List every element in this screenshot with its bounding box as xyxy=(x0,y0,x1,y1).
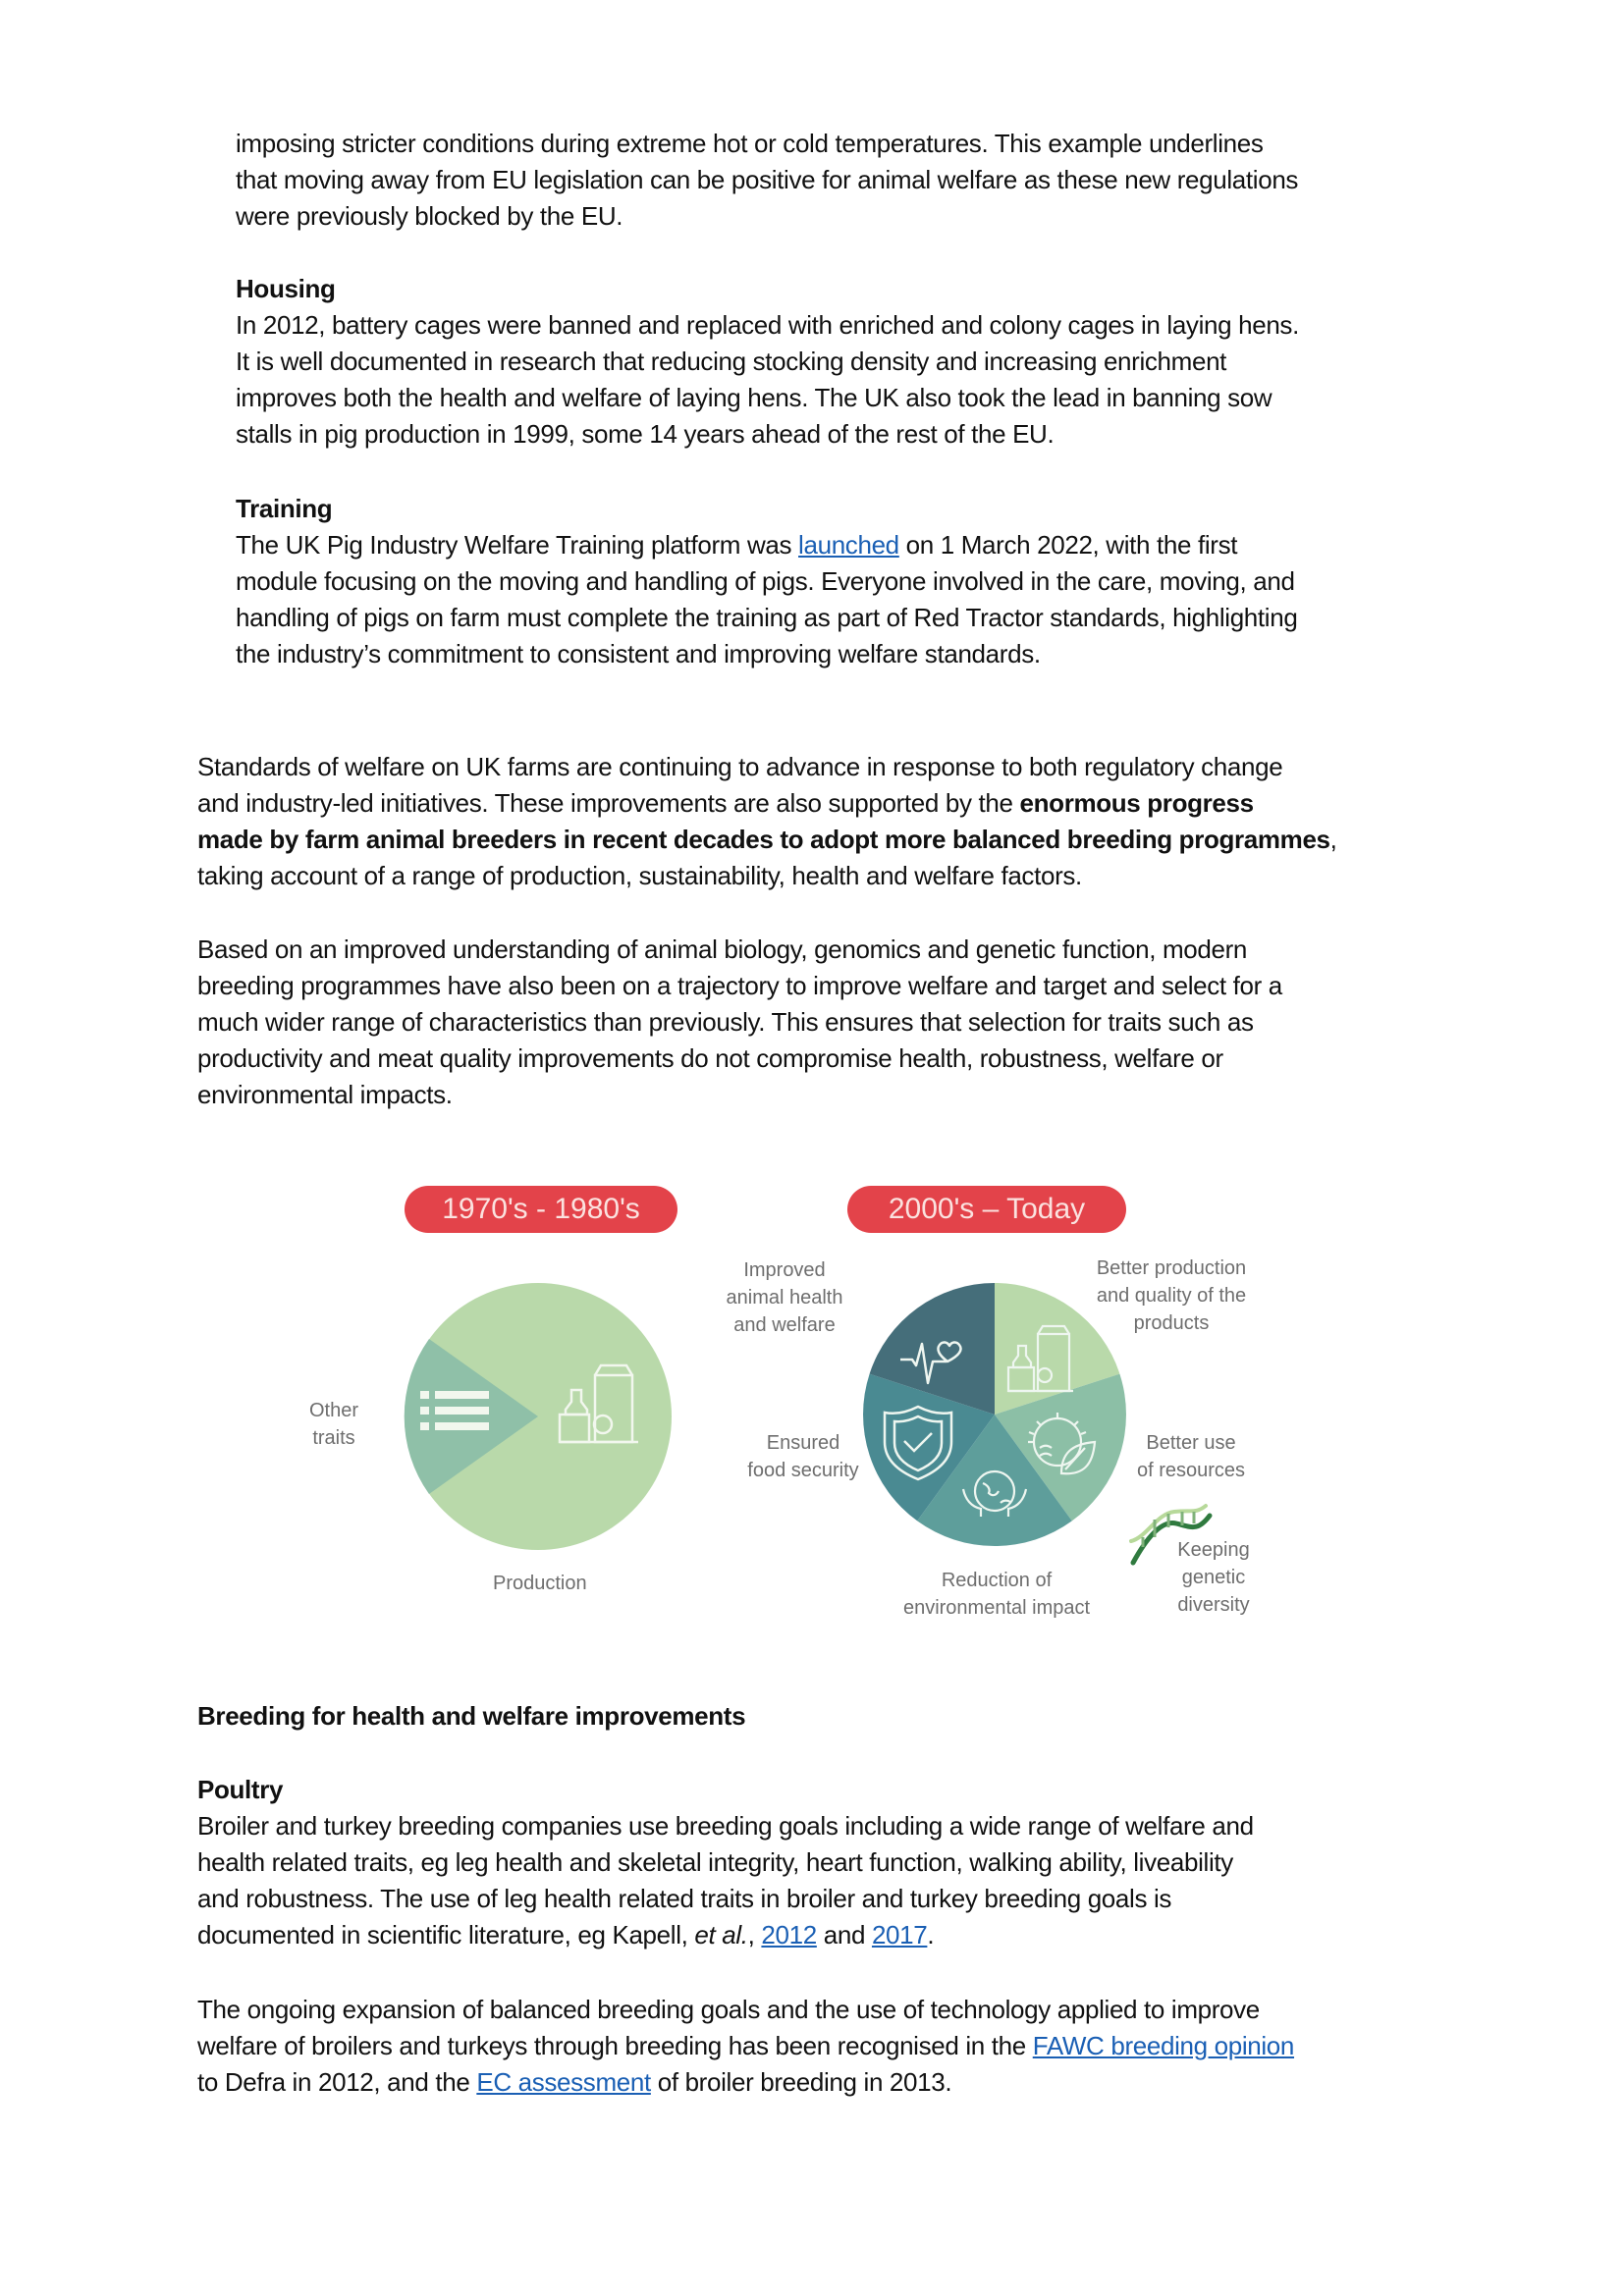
text: of broiler breeding in 2013. xyxy=(650,2067,952,2097)
text: to Defra in 2012, and the xyxy=(197,2067,477,2097)
label-genetic-diversity: Keeping genetic diversity xyxy=(1177,1539,1250,1616)
body-text-line: The ongoing expansion of balanced breeding goals and the use of technology applied to improve xyxy=(197,1995,1260,2024)
pie-1970s xyxy=(403,1281,674,1552)
label-production: Production xyxy=(493,1573,587,1594)
body-text-line: handling of pigs on farm must complete the training as part of Red Tractor standards, highlighting xyxy=(236,603,1298,632)
body-text-line: module focusing on the moving and handling of pigs. Everyone involved in the care, moving, and xyxy=(236,566,1295,596)
text: and xyxy=(816,1920,872,1949)
era-pill-today: 2000's – Today xyxy=(847,1186,1126,1233)
body-text-line: breeding programmes have also been on a trajectory to improve welfare and target and select for a xyxy=(197,971,1282,1000)
body-text-line xyxy=(197,2064,951,2101)
body-text-line: imposing stricter conditions during extreme hot or cold temperatures. This example underlines xyxy=(236,129,1264,158)
era-pill-1970s: 1970's - 1980's xyxy=(405,1186,677,1233)
ec-assessment-link[interactable]: EC assessment xyxy=(476,2067,651,2097)
label-environmental-impact: Reduction of environmental impact xyxy=(902,1570,1091,1619)
link-2012[interactable]: 2012 xyxy=(761,1920,817,1949)
body-text-line xyxy=(197,1917,934,1953)
body-text-line: Broiler and turkey breeding companies use breeding goals including a wide range of welfare and xyxy=(197,1811,1254,1841)
launched-link[interactable]: launched xyxy=(798,530,899,560)
breeding-section-heading: Breeding for health and welfare improvements xyxy=(197,1701,746,1731)
body-text-line: were previously blocked by the EU. xyxy=(236,201,623,231)
body-text-line: health related traits, eg leg health and skeletal integrity, heart function, walking ability, liveability xyxy=(197,1847,1233,1877)
body-text-line xyxy=(197,785,1254,822)
text: documented in scientific literature, eg Kapell, xyxy=(197,1920,695,1949)
body-text-line: Based on an improved understanding of animal biology, genomics and genetic function, modern xyxy=(197,934,1248,964)
text: and industry-led initiatives. These improvements are also supported by the xyxy=(197,788,1020,818)
text: The UK Pig Industry Welfare Training platform was xyxy=(236,530,799,560)
emphasis-text: enormous progress xyxy=(1019,788,1254,818)
label-other-traits: Other traits xyxy=(309,1400,359,1449)
body-text-line: improves both the health and welfare of laying hens. The UK also took the lead in banning sow xyxy=(236,383,1272,412)
body-text-line: much wider range of characteristics than previously. This ensures that selection for traits such as xyxy=(197,1007,1254,1037)
text: welfare of broilers and turkeys through breeding has been recognised in the xyxy=(197,2031,1033,2060)
body-text-line xyxy=(197,2028,1294,2064)
text: , xyxy=(747,1920,762,1949)
text: on 1 March 2022, with the first xyxy=(898,530,1238,560)
label-resources: Better use of resources xyxy=(1136,1432,1246,1481)
italic-text: et al. xyxy=(694,1920,748,1949)
text: . xyxy=(927,1920,935,1949)
training-heading: Training xyxy=(236,494,333,523)
body-text-line xyxy=(236,527,1237,563)
link-2017[interactable]: 2017 xyxy=(871,1920,928,1949)
label-animal-health: Improved animal health and welfare xyxy=(726,1259,843,1336)
body-text-line: Standards of welfare on UK farms are continuing to advance in response to both regulatory change xyxy=(197,752,1283,781)
text: , xyxy=(1329,825,1337,854)
emphasis-text: made by farm animal breeders in recent decades to adopt more balanced breeding programmes xyxy=(197,825,1330,854)
body-text-line: the industry’s commitment to consistent and improving welfare standards. xyxy=(236,639,1041,668)
body-text-line xyxy=(197,822,1337,858)
label-food-security: Ensured food security xyxy=(747,1432,859,1481)
fawc-breeding-opinion-link[interactable]: FAWC breeding opinion xyxy=(1032,2031,1295,2060)
body-text-line: taking account of a range of production, sustainability, health and welfare factors. xyxy=(197,861,1082,890)
body-text-line: and robustness. The use of leg health related traits in broiler and turkey breeding goals is xyxy=(197,1884,1172,1913)
poultry-heading: Poultry xyxy=(197,1775,284,1804)
housing-heading: Housing xyxy=(236,274,336,303)
label-better-production: Better production and quality of the products xyxy=(1096,1257,1247,1334)
body-text-line: productivity and meat quality improvements do not compromise health, robustness, welfare or xyxy=(197,1043,1223,1073)
body-text-line: In 2012, battery cages were banned and replaced with enriched and colony cages in laying hens. xyxy=(236,310,1299,340)
body-text-line: stalls in pig production in 1999, some 14 years ahead of the rest of the EU. xyxy=(236,419,1055,449)
body-text-line: environmental impacts. xyxy=(197,1080,453,1109)
body-text-line: that moving away from EU legislation can be positive for animal welfare as these new regulations xyxy=(236,165,1299,194)
body-text-line: It is well documented in research that reducing stocking density and increasing enrichment xyxy=(236,347,1227,376)
